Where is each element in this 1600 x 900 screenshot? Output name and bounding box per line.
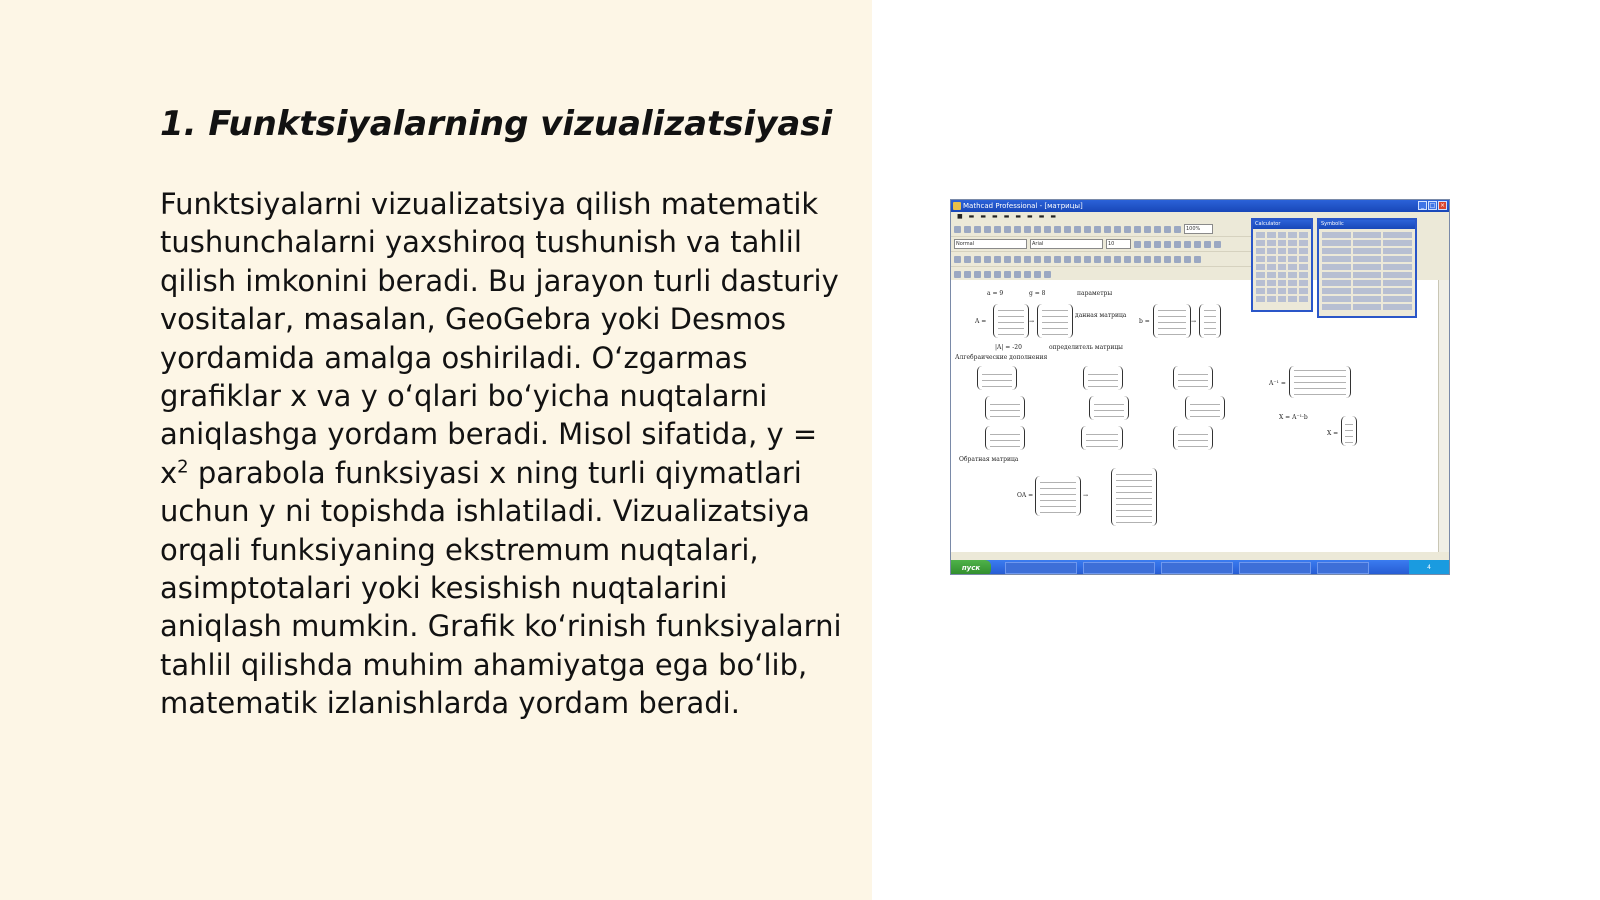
system-tray (1409, 560, 1449, 575)
taskbar (951, 560, 1449, 575)
formula-oa: OA = (1017, 492, 1034, 499)
menu-bar: ■ ▬ ▬ ▬ ▬ ▬ ▬ ▬ ▬ (951, 212, 1449, 222)
formula-x2: X = (1327, 430, 1339, 437)
formula-b: b = (1139, 318, 1150, 325)
paragraph-text-part-2: parabola funksiyasi x ning turli qiymatlari uchun y ni topishda ishlatiladi. Vizualizatsiya orqali funksiyaning ekstremum nuqtalari, asimptotalari yoki kesishish nuqtalarini aniqlash mumkin. Grafik ko‘rinish funksiyalarni tahlil qilishda muhim ahamiyatga ega bo‘lib, matematik izlanishlarda yordam beradi. (160, 455, 842, 721)
symbolic-panel: Symbolic (1317, 218, 1417, 318)
calculator-panel: Calculator (1251, 218, 1313, 312)
mathcad-app-icon (953, 202, 961, 210)
vertical-scrollbar (1438, 280, 1449, 552)
window-title: Mathcad Professional - [матрицы] (963, 202, 1083, 210)
toolbars: 100% Normal Arial 10 (951, 222, 1251, 280)
maximize-icon: □ (1429, 202, 1436, 209)
superscript-exponent: 2 (177, 456, 189, 478)
slide-title: 1. Funktsiyalarning vizualizatsiyasi (160, 104, 833, 144)
formula-inverse: A⁻¹ = (1269, 380, 1286, 387)
start-button: пуск (951, 560, 991, 575)
close-icon: × (1439, 202, 1446, 209)
paragraph-text-part-1: Funktsiyalarni vizualizatsiya qilish matematik tushunchalarni yaxshiroq tushunish va tahlil qilish imkonini beradi. Bu jarayon turli dasturiy vositalar, masalan, GeoGebra yoki Desmos yordamida amalga oshiriladi. O‘zgarmas grafiklar x va y o‘qlari bo‘yicha nuqtalarni aniqlashga yordam beradi. Misol sifatida, y = x (160, 187, 839, 490)
formula-a: A = (975, 318, 987, 325)
window-titlebar (951, 200, 1449, 212)
window-controls (1418, 201, 1447, 210)
formula-x: X = A⁻¹·b (1279, 414, 1308, 421)
tray-clock: 4 (1427, 564, 1431, 571)
worksheet: a = 9 g = 8 параметры A = → данная матрица b = → |A| = -20 определитель матрицы Алгебраические дополнения A⁻¹ = X = A⁻¹·b X = Обратная матрица OA = → (951, 280, 1439, 552)
mathcad-screenshot (950, 199, 1450, 575)
status-bar (951, 552, 1449, 560)
slide-paragraph (160, 185, 850, 723)
minimize-icon: _ (1418, 201, 1427, 210)
